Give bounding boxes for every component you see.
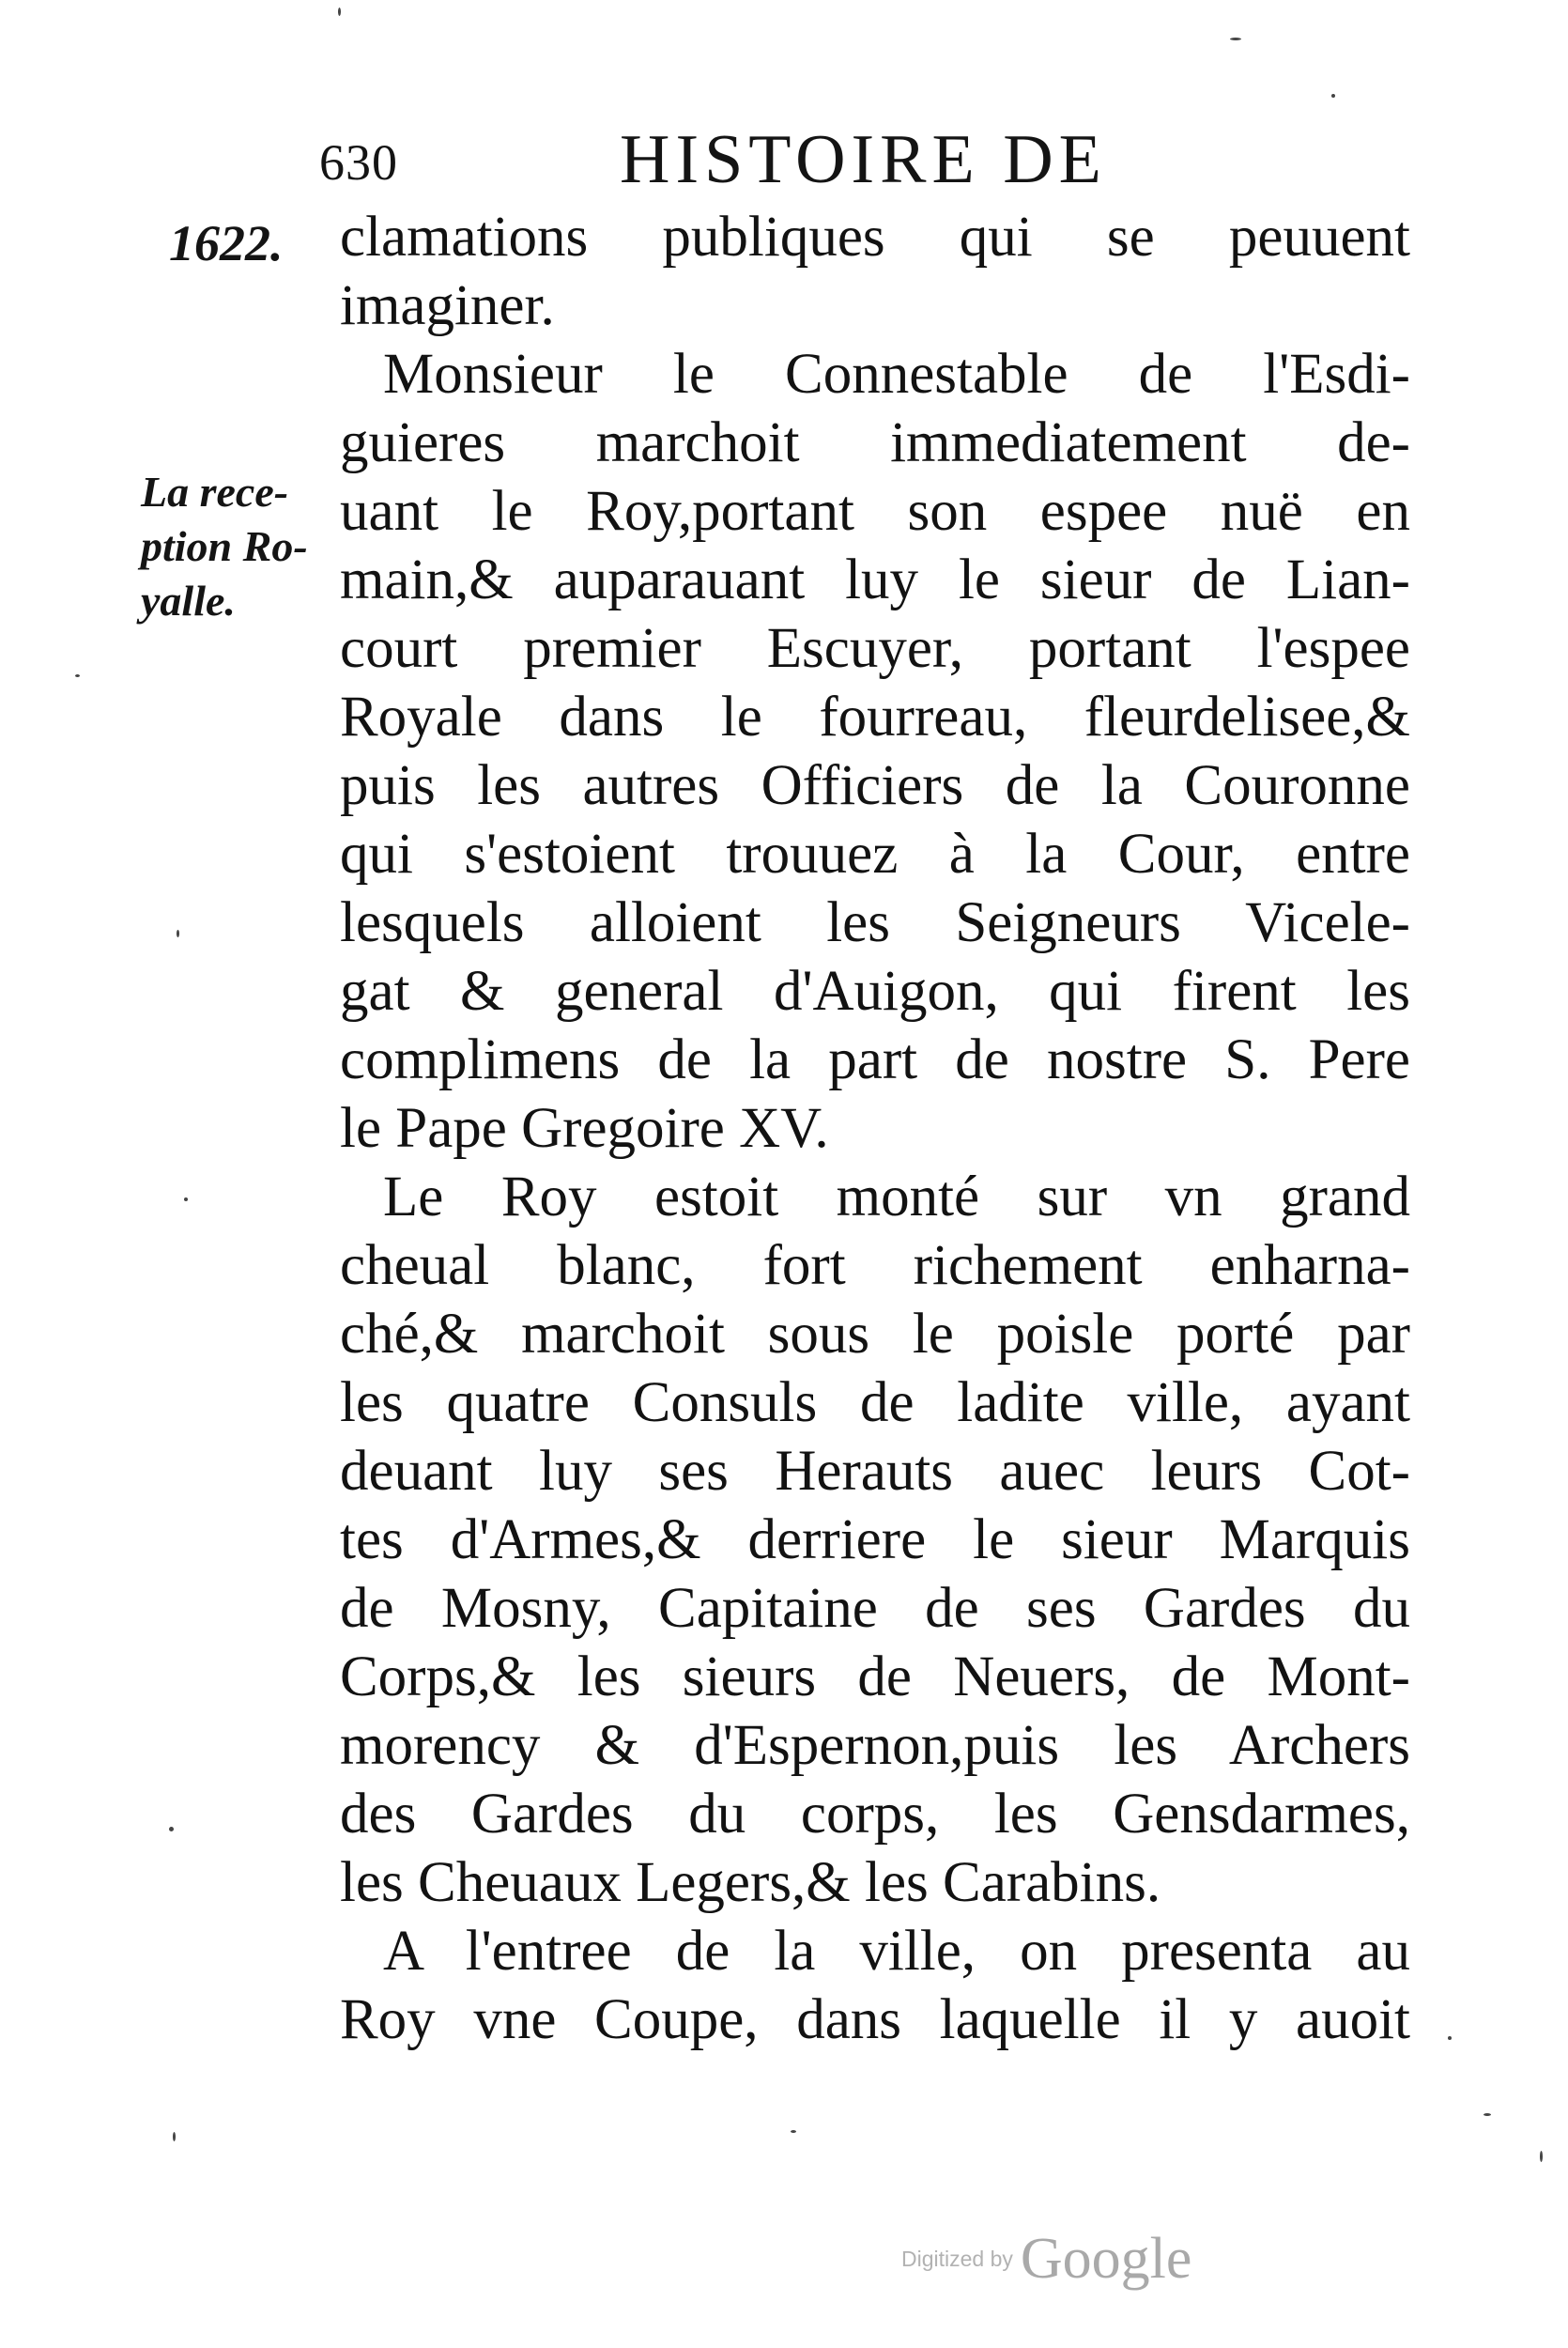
text-line: de Mosny, Capitaine de ses Gardes du xyxy=(340,1577,1410,1640)
margin-note-line: La rece- xyxy=(141,468,289,516)
google-logo: Google xyxy=(1020,2227,1192,2291)
scan-speck xyxy=(169,1827,174,1831)
page-number: 630 xyxy=(319,134,398,191)
text-line: les quatre Consuls de ladite ville, ayant xyxy=(340,1371,1410,1434)
text-line: Royale dans le fourreau, fleurdelisee,& xyxy=(340,686,1410,749)
scan-speck xyxy=(75,674,80,677)
scan-speck xyxy=(1483,2113,1491,2116)
margin-note xyxy=(141,465,308,628)
scan-speck xyxy=(1331,94,1335,98)
page-header xyxy=(319,120,1258,205)
text-line: deuant luy ses Herauts auec leurs Cot- xyxy=(340,1440,1410,1503)
text-line: morency & d'Espernon,puis les Archers xyxy=(340,1714,1410,1777)
text-line: court premier Escuyer, portant l'espee xyxy=(340,617,1410,680)
margin-note-line: ption Ro- xyxy=(141,522,308,570)
text-line: tes d'Armes,& derriere le sieur Marquis xyxy=(340,1508,1410,1571)
scan-speck xyxy=(1230,38,1241,40)
watermark-prefix: Digitized by xyxy=(901,2247,1013,2271)
text-line: cheual blanc, fort richement enharna- xyxy=(340,1234,1410,1297)
text-line: ché,& marchoit sous le poisle porté par xyxy=(340,1303,1410,1366)
text-line: des Gardes du corps, les Gensdarmes, xyxy=(340,1783,1410,1846)
scan-speck xyxy=(338,8,341,16)
text-line: main,& auparauant luy le sieur de Lian- xyxy=(340,548,1410,611)
scan-speck xyxy=(173,2132,176,2141)
scan-speck xyxy=(1448,2036,1452,2040)
text-line: clamations publiques qui se peuuent xyxy=(340,206,1410,269)
scan-speck xyxy=(1540,2151,1543,2162)
text-line: lesquels alloient les Seigneurs Vicele- xyxy=(340,891,1410,954)
text-line: guieres marchoit immediatement de- xyxy=(340,411,1410,474)
text-line: les Cheuaux Legers,& les Carabins. xyxy=(340,1851,1161,1914)
text-line: Corps,& les sieurs de Neuers, de Mont- xyxy=(340,1645,1410,1708)
scan-speck xyxy=(184,1197,188,1201)
text-line: uant le Roy,portant son espee nuë en xyxy=(340,480,1410,543)
running-title: HISTOIRE DE xyxy=(620,121,1107,198)
margin-note-line: yalle. xyxy=(141,577,236,625)
text-line: complimens de la part de nostre S. Pere xyxy=(340,1028,1410,1091)
text-line: puis les autres Officiers de la Couronne xyxy=(340,754,1410,817)
text-line: le Pape Gregoire XV. xyxy=(340,1097,829,1160)
margin-year: 1622. xyxy=(169,215,284,271)
paragraph-start-line: Le Roy estoit monté sur vn grand xyxy=(383,1166,1410,1228)
text-line: Roy vne Coupe, dans laquelle il y auoit xyxy=(340,1988,1410,2051)
text-line: qui s'estoient trouuez à la Cour, entre xyxy=(340,823,1410,886)
body-text xyxy=(340,203,1410,2054)
scan-speck xyxy=(791,2130,796,2133)
text-line: imaginer. xyxy=(340,274,555,337)
paragraph-start-line: Monsieur le Connestable de l'Esdi- xyxy=(383,343,1410,406)
digitized-watermark xyxy=(901,2226,1191,2293)
text-line: gat & general d'Auigon, qui firent les xyxy=(340,960,1410,1023)
paragraph-start-line: A l'entree de la ville, on presenta au xyxy=(383,1920,1410,1983)
scan-speck xyxy=(177,930,179,937)
